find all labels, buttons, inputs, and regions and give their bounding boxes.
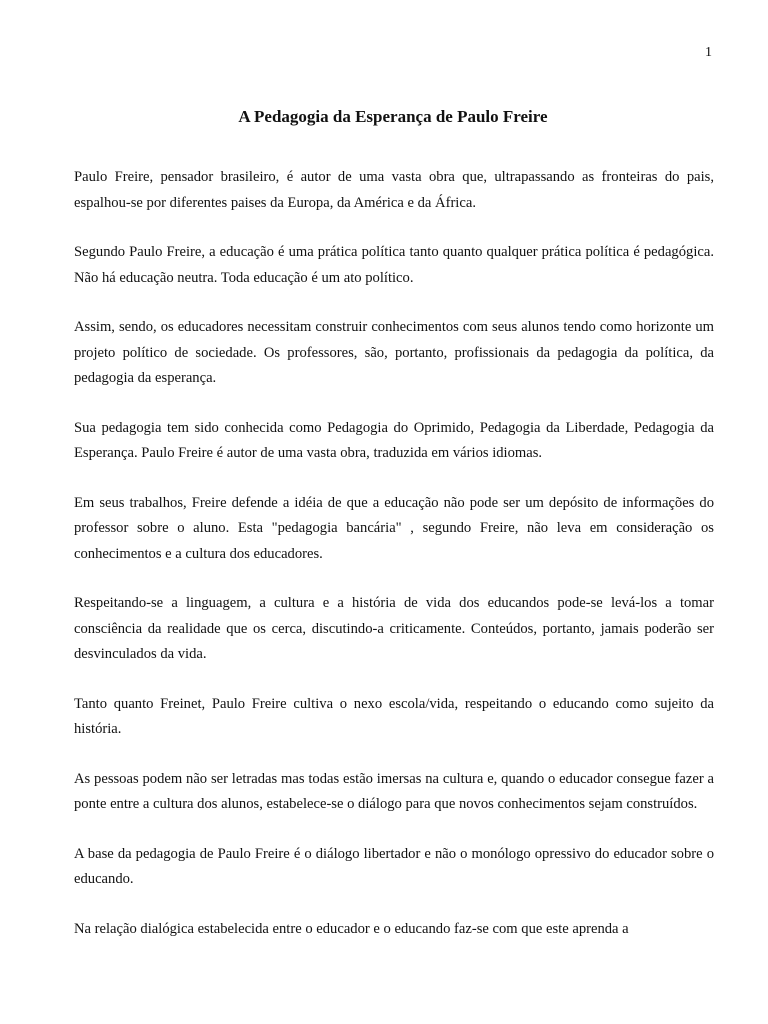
page-number: 1: [705, 45, 712, 60]
paragraph: Na relação dialógica estabelecida entre o educador e o educando faz-se com que este aprenda a: [74, 920, 629, 937]
paragraph: Paulo Freire, pensador brasileiro, é autor de uma vasta obra que, ultrapassando as fronteiras do pais, espalhou-se por diferentes paises da Europa, da América e da África.: [74, 169, 714, 211]
document-title: A Pedagogia da Esperança de Paulo Freire: [238, 107, 548, 126]
paragraph: As pessoas podem não ser letradas mas todas estão imersas na cultura e, quando o educador consegue fazer a ponte entre a cultura dos alunos, estabelece-se o diálogo para que novos conhecimentos sejam construídos.: [74, 770, 714, 812]
document-body: [74, 165, 714, 966]
paragraph: Em seus trabalhos, Freire defende a idéia de que a educação não pode ser um depósito de informações do professor sobre o aluno. Esta "pedagogia bancária" , segundo Freire, não leva em consideração os conhecimentos e a cultura dos educadores.: [74, 494, 714, 562]
paragraph: Tanto quanto Freinet, Paulo Freire cultiva o nexo escola/vida, respeitando o educando como sujeito da história.: [74, 695, 714, 737]
paragraph: Assim, sendo, os educadores necessitam construir conhecimentos com seus alunos tendo como horizonte um projeto político de sociedade. Os professores, são, portanto, profissionais da pedagogia da política, da pedagogia da esperança.: [74, 319, 714, 386]
paragraph: Segundo Paulo Freire, a educação é uma prática política tanto quanto qualquer prática política é pedagógica. Não há educação neutra. Toda educação é um ato político.: [74, 244, 714, 286]
paragraph: Respeitando-se a linguagem, a cultura e a história de vida dos educandos pode-se levá-los a tomar consciência da realidade que os cerca, discutindo-a criticamente. Conteúdos, portanto, jamais poderão ser desvinculados da vida.: [74, 595, 714, 662]
paragraph: Sua pedagogia tem sido conhecida como Pedagogia do Oprimido, Pedagogia da Liberdade, Pedagogia da Esperança. Paulo Freire é autor de uma vasta obra, traduzida em vários idiomas.: [74, 419, 714, 461]
paragraph: A base da pedagogia de Paulo Freire é o diálogo libertador e não o monólogo opressivo do educador sobre o educando.: [74, 845, 714, 887]
